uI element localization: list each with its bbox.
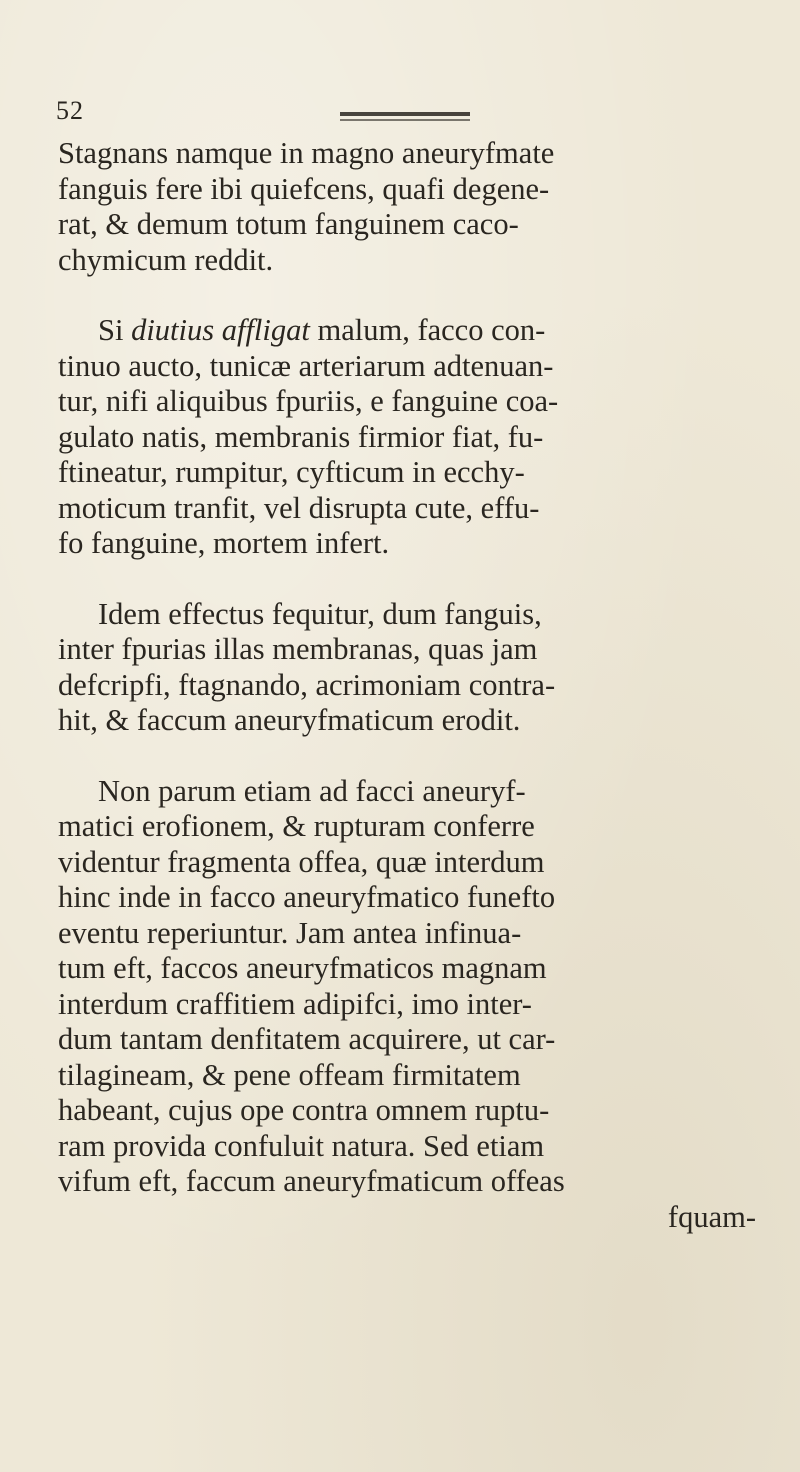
text-line	[58, 774, 758, 810]
header-ornament-rule	[340, 112, 470, 124]
text-line	[58, 313, 758, 349]
text-line: hinc inde in facco aneuryfmatico funefto	[58, 880, 556, 914]
paragraph-1	[58, 136, 758, 278]
ornament-bar-bottom	[340, 119, 470, 121]
text-run: malum, facco con-	[309, 313, 546, 347]
text-line: videntur fragmenta offea, quæ interdum	[58, 844, 545, 879]
text-line: ram provida confuluit natura. Sed etiam	[58, 1128, 545, 1163]
text-line: Stagnans namque in magno aneuryfmate	[58, 136, 555, 170]
text-line: ftineatur, rumpitur, cyfticum in ecchy-	[58, 455, 525, 489]
text-line: eventu reperiuntur. Jam antea infinua-	[58, 915, 522, 950]
text-line: inter fpurias illas membranas, quas jam	[58, 632, 538, 666]
text-line: fo fanguine, mortem infert.	[58, 526, 390, 560]
italic-phrase: diutius affligat	[131, 313, 310, 347]
text-line: tinuo aucto, tunicæ arteriarum adtenuan-	[58, 348, 554, 383]
text-line: tilagineam, & pene offeam firmitatem	[58, 1057, 521, 1092]
text-line: defcripfi, ftagnando, acrimoniam contra-	[58, 667, 556, 702]
paragraph-3	[58, 597, 758, 739]
text-run: Idem effectus fequitur, dum fanguis,	[98, 596, 542, 631]
text-line: gulato natis, membranis firmior fiat, fu-	[58, 419, 544, 454]
ornament-bar-top	[340, 112, 470, 116]
text-line: tur, nifi aliquibus fpuriis, e fanguine coa-	[58, 384, 559, 418]
catchword: fquam-	[667, 1199, 756, 1234]
text-line: habeant, cujus ope contra omnem ruptu-	[58, 1093, 550, 1127]
text-line: moticum tranfit, vel disrupta cute, effu-	[58, 490, 540, 525]
text-line: interdum craffitiem adipifci, imo inter-	[58, 986, 532, 1021]
text-line: chymicum reddit.	[58, 242, 274, 277]
text-line: dum tantam denfitatem acquirere, ut car-	[58, 1022, 556, 1056]
text-line: matici erofionem, & rupturam conferre	[58, 809, 535, 843]
text-line: rat, & demum totum fanguinem caco-	[58, 207, 519, 241]
text-run: Si	[98, 313, 132, 347]
text-line: hit, & faccum aneuryfmaticum erodit.	[58, 703, 521, 737]
body-text	[58, 136, 758, 1235]
text-line: vifum eft, faccum aneuryfmaticum offeas	[58, 1164, 565, 1198]
text-run: Non parum etiam ad facci aneuryf-	[98, 773, 526, 808]
text-line	[58, 597, 758, 633]
text-line: fanguis fere ibi quiefcens, quafi degene-	[58, 171, 550, 206]
paragraph-2	[58, 313, 758, 562]
page-number: 52	[56, 96, 84, 125]
paragraph-4	[58, 774, 758, 1236]
text-line: tum eft, faccos aneuryfmaticos magnam	[58, 951, 547, 985]
